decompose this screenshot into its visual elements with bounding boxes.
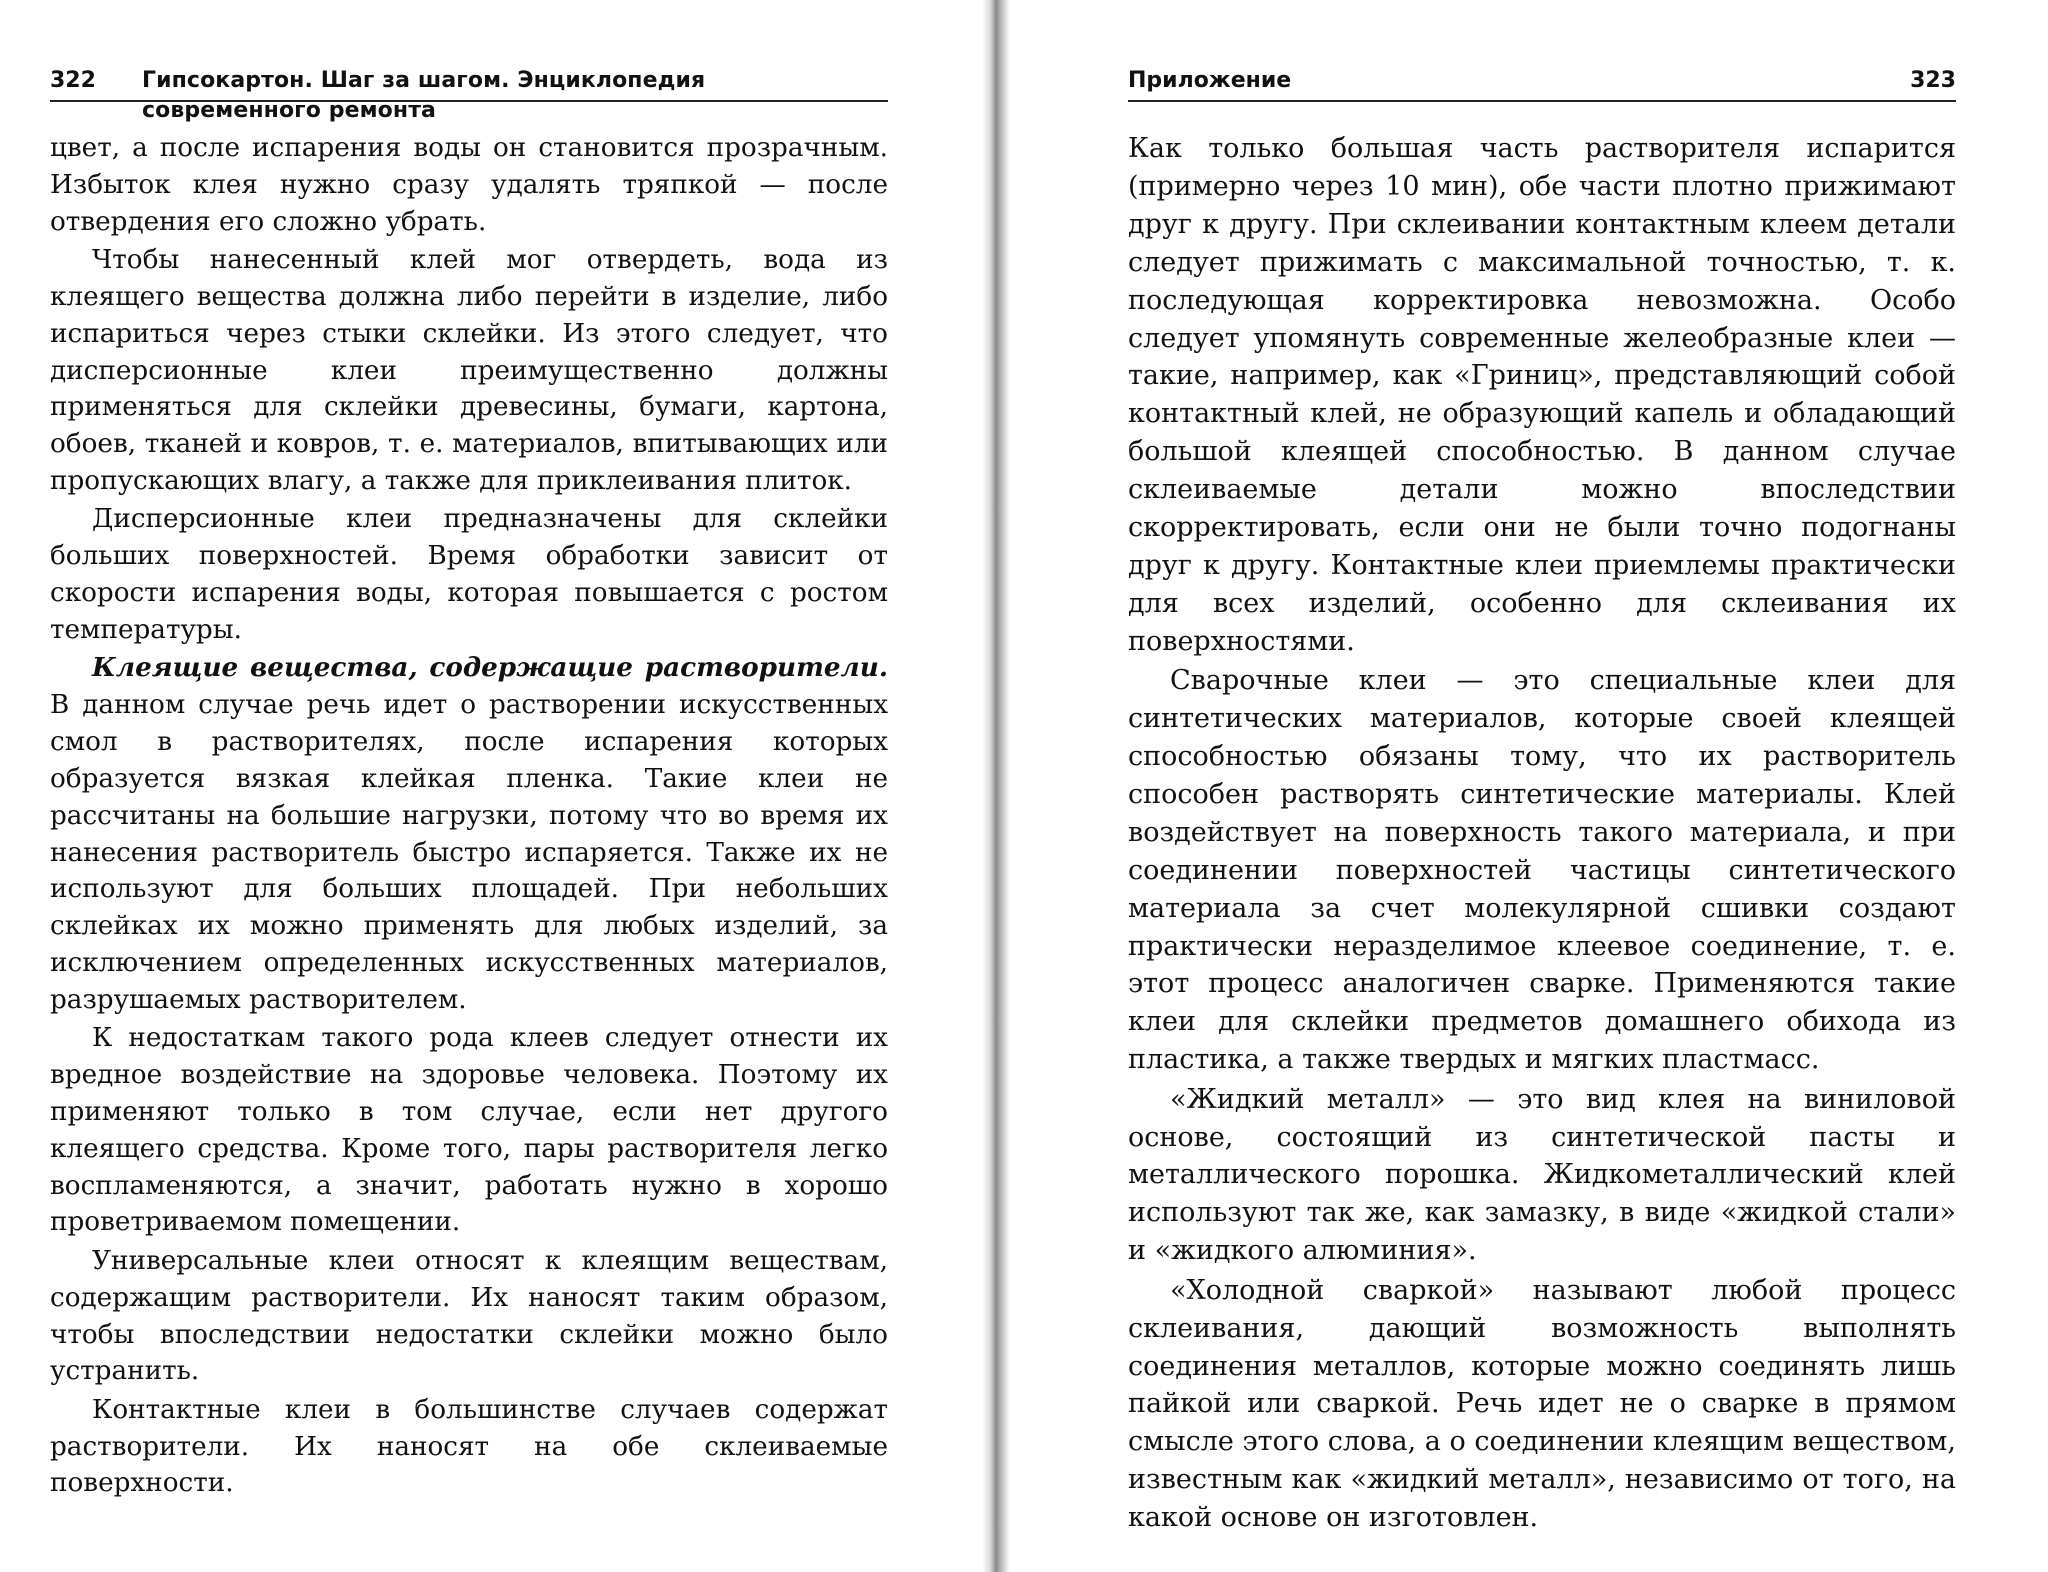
paragraph: «Жидкий металл» — это вид клея на виниловой основе, состоящий из синтетической пасты и металлического порошка. Жидкометаллический клей используют так же, как замазку, в виде «жидкой стали» и «жидкого алюминия». [1128,1083,1956,1267]
paragraph: «Холодной сваркой» называют любой процесс склеивания, дающий возможность выполнять соединения металлов, которые можно соединять лишь пайкой или сваркой. Речь идет не о сварке в прямом смысле этого слова, а о соединении клеящим веществом, известным как «жидкий металл», независимо от того, на какой основе он изготовлен. [1128,1274,1956,1534]
paragraph: Универсальные клеи относят к клеящим веществам, содержащим растворители. Их наносят таким образом, чтобы впоследствии недостатки склейки можно было устранить. [50,1245,888,1387]
right-page-text [1128,130,1956,1539]
paragraph: Сварочные клеи — это специальные клеи для синтетических материалов, которые своей клеящей способностью обязаны тому, что их растворитель способен растворять синтетические материалы. Клей воздействует на поверхность такого материала, и при соединении поверхностей частицы синтетического материала за счет молекулярной сшивки создают практически неразделимое клеевое соединение, т. е. этот процесс аналогичен сварке. Применяются такие клеи для склейки предметов домашнего обихода из пластика, а также твердых и мягких пластмасс. [1128,665,1956,1076]
left-page-number: 322 [50,68,96,93]
paragraph: цвет, а после испарения воды он становится прозрачным. Избыток клея нужно сразу удалять тряпкой — после отвердения его сложно убрать. [50,133,888,237]
paragraph-with-lead-in [50,650,888,1018]
right-page-header [1128,62,1956,102]
paragraph: Контактные клеи в большинстве случаев содержат растворители. Их наносят на обе склеиваемые поверхности. [50,1394,888,1499]
left-page [50,0,888,1572]
right-running-title: Приложение [1128,68,1292,93]
right-page-number: 323 [1910,68,1956,93]
paragraph: К недостаткам такого рода клеев следует отнести их вредное воздействие на здоровье человека. Поэтому их применяют только в том случае, если нет другого клеящего средства. Кроме того, пары растворителя легко воспламеняются, а значит, работать нужно в хорошо проветриваемом помещении. [50,1023,888,1238]
paragraph: Чтобы нанесенный клей мог отвердеть, вода из клеящего вещества должна либо перейти в изделие, либо испариться через стыки склейки. Из этого следует, что дисперсионные клеи преимущественно должны применяться для склейки древесины, бумаги, картона, обоев, тканей и ковров, т. е. материалов, впитывающих или пропускающих влагу, а также для приклеивания плиток. [50,245,888,497]
left-page-header [50,62,888,123]
book-gutter [982,0,1010,1572]
lead-in-heading: Клеящие вещества, содержащие растворители. [92,652,888,684]
left-running-title: Гипсокартон. Шаг за шагом. Энциклопедия современного ремонта [142,68,706,123]
right-page [1128,0,1956,1572]
paragraph: Дисперсионные клеи предназначены для склейки больших поверхностей. Время обработки зависит от скорости испарения воды, которая повышается с ростом температуры. [50,504,888,645]
paragraph-text: В данном случае речь идет о растворении искусственных смол в растворителях, после испарения которых образуется вязкая клейкая пленка. Такие клеи не рассчитаны на большие нагрузки, потому что во время их нанесения растворитель быстро испаряется. Также их не используют для больших площадей. При небольших склейках их можно применять для любых изделий, за исключением определенных искусственных материалов, разрушаемых растворителем. [50,690,888,1015]
paragraph: Как только большая часть растворителя испарится (примерно через 10 мин), обе части плотно прижимают друг к другу. При склеивании контактным клеем детали следует прижимать с максимальной точностью, т. к. последующая корректировка невозможна. Особо следует упомянуть современные желеобразные клеи — такие, например, как «Гриниц», представляющий собой контактный клей, не образующий капель и обладающий большой клеящей способностью. В данном случае склеиваемые детали можно впоследствии скорректировать, если они не были точно подогнаны друг к другу. Контактные клеи приемлемы практически для всех изделий, особенно для склеивания их поверхностями. [1128,133,1956,657]
left-page-text [50,130,888,1504]
